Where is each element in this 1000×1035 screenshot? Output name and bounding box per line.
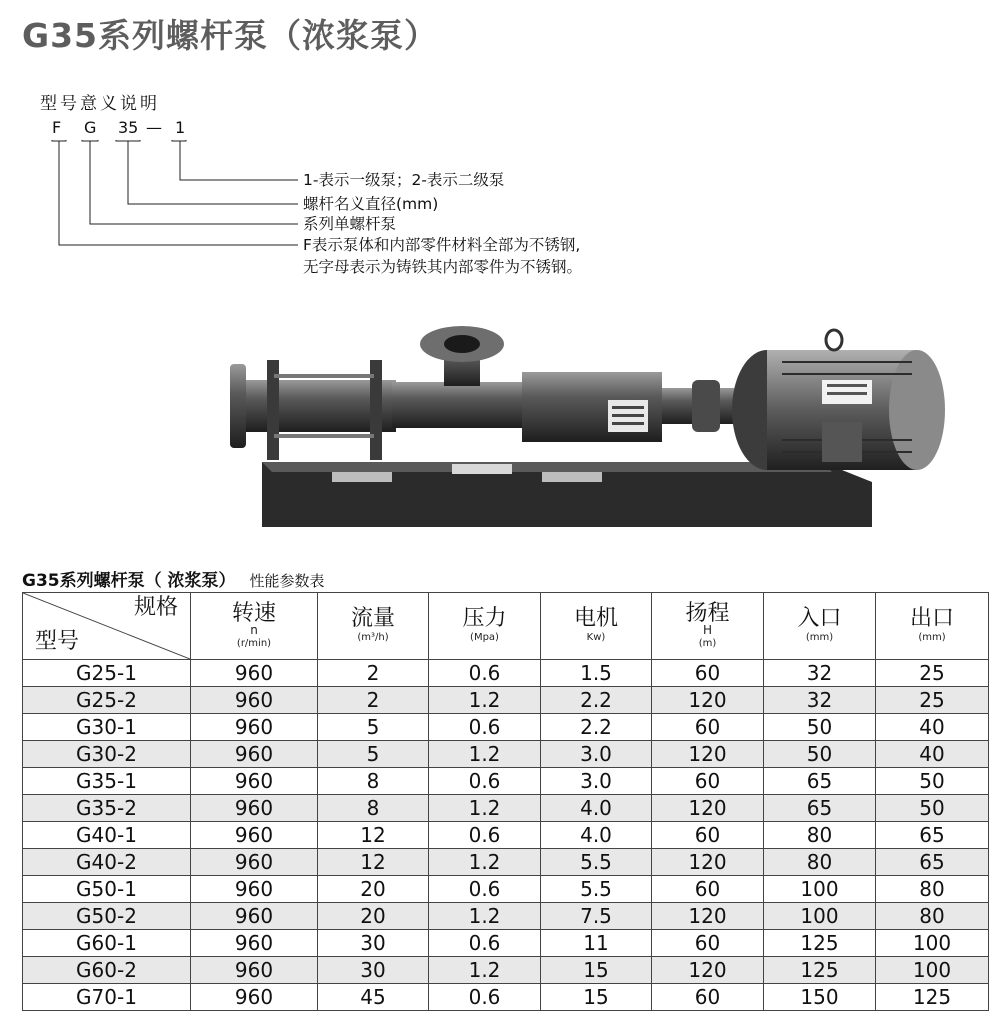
table-cell: 60 — [652, 660, 764, 687]
model-cell: G40-1 — [23, 822, 191, 849]
model-cell: G35-2 — [23, 795, 191, 822]
table-cell: 50 — [876, 795, 989, 822]
table-cell: 0.6 — [429, 876, 541, 903]
table-row — [23, 849, 989, 876]
model-cell: G60-2 — [23, 957, 191, 984]
table-cell: 5.5 — [541, 876, 652, 903]
table-cell: 960 — [191, 795, 318, 822]
table-cell: 100 — [876, 957, 989, 984]
table-cell: 0.6 — [429, 714, 541, 741]
table-cell: 4.0 — [541, 795, 652, 822]
table-cell: 60 — [652, 876, 764, 903]
table-cell: 960 — [191, 876, 318, 903]
model-explanation-heading: 型号意义说明 — [40, 94, 160, 114]
table-cell: 80 — [764, 849, 876, 876]
table-cell: 7.5 — [541, 903, 652, 930]
table-cell: 15 — [541, 957, 652, 984]
table-cell: 65 — [764, 795, 876, 822]
table-cell: 120 — [652, 849, 764, 876]
header-corner-bottom: 型号 — [35, 629, 80, 654]
table-row — [23, 957, 989, 984]
table-cell: 2 — [318, 660, 429, 687]
pump-photo — [222, 322, 952, 532]
table-cell: 8 — [318, 768, 429, 795]
table-cell: 50 — [764, 714, 876, 741]
table-cell: 5.5 — [541, 849, 652, 876]
table-header-row — [23, 593, 989, 660]
page-title: G35系列螺杆泵（浓浆泵） — [22, 16, 439, 55]
table-cell: 30 — [318, 957, 429, 984]
meaning-stage: 1-表示一级泵；2-表示二级泵 — [303, 171, 505, 189]
table-cell: 80 — [876, 876, 989, 903]
table-cell: 60 — [652, 768, 764, 795]
column-header — [541, 593, 652, 660]
table-cell: 120 — [652, 795, 764, 822]
table-row — [23, 903, 989, 930]
table-cell: 120 — [652, 957, 764, 984]
column-label: 出口 — [909, 606, 954, 631]
table-row — [23, 714, 989, 741]
model-cell: G30-2 — [23, 741, 191, 768]
table-cell: 20 — [318, 903, 429, 930]
column-unit: Kw) — [586, 632, 606, 643]
table-cell: 5 — [318, 714, 429, 741]
table-cell: 60 — [652, 984, 764, 1011]
model-cell: G25-2 — [23, 687, 191, 714]
spec-table-title — [22, 566, 325, 591]
table-row — [23, 741, 989, 768]
column-label: 压力 — [462, 606, 507, 631]
model-cell: G50-2 — [23, 903, 191, 930]
model-cell: G40-2 — [23, 849, 191, 876]
table-cell: 0.6 — [429, 822, 541, 849]
table-cell: 1.2 — [429, 741, 541, 768]
table-cell: 1.2 — [429, 957, 541, 984]
model-cell: G35-1 — [23, 768, 191, 795]
column-header — [876, 593, 989, 660]
table-cell: 65 — [876, 822, 989, 849]
meaning-series: 系列单螺杆泵 — [303, 215, 397, 233]
table-cell: 25 — [876, 660, 989, 687]
column-unit: (m³/h) — [357, 632, 389, 643]
column-label: 扬程 — [685, 600, 730, 626]
code-part-dash: — — [146, 118, 162, 137]
table-row — [23, 930, 989, 957]
table-cell: 120 — [652, 903, 764, 930]
table-cell: 125 — [764, 930, 876, 957]
table-cell: 960 — [191, 822, 318, 849]
table-row — [23, 660, 989, 687]
header-corner-cell — [23, 593, 191, 660]
table-cell: 30 — [318, 930, 429, 957]
table-cell: 1.2 — [429, 903, 541, 930]
table-cell: 960 — [191, 741, 318, 768]
table-cell: 100 — [764, 876, 876, 903]
table-cell: 20 — [318, 876, 429, 903]
column-label: 转速 — [231, 600, 276, 626]
table-cell: 0.6 — [429, 768, 541, 795]
table-cell: 1.2 — [429, 849, 541, 876]
model-cell: G25-1 — [23, 660, 191, 687]
table-cell: 65 — [764, 768, 876, 795]
column-letter: H — [702, 622, 713, 637]
model-cell: G70-1 — [23, 984, 191, 1011]
table-cell: 960 — [191, 714, 318, 741]
table-cell: 65 — [876, 849, 989, 876]
table-cell: 4.0 — [541, 822, 652, 849]
model-cell: G60-1 — [23, 930, 191, 957]
table-cell: 3.0 — [541, 768, 652, 795]
column-header — [652, 593, 764, 660]
table-cell: 150 — [764, 984, 876, 1011]
table-row — [23, 687, 989, 714]
table-cell: 8 — [318, 795, 429, 822]
code-part-35: 35 — [118, 118, 139, 137]
table-cell: 60 — [652, 930, 764, 957]
table-cell: 960 — [191, 903, 318, 930]
table-cell: 100 — [764, 903, 876, 930]
meaning-material-f: F表示泵体和内部零件材料全部为不锈钢, — [303, 236, 581, 254]
table-cell: 25 — [876, 687, 989, 714]
column-unit: (m) — [698, 637, 717, 649]
column-label: 入口 — [797, 606, 842, 631]
table-cell: 960 — [191, 660, 318, 687]
spec-table-subtitle: 性能参数表 — [249, 572, 325, 590]
table-cell: 1.5 — [541, 660, 652, 687]
table-cell: 960 — [191, 930, 318, 957]
table-cell: 100 — [876, 930, 989, 957]
table-cell: 125 — [764, 957, 876, 984]
code-part-g: G — [84, 118, 97, 137]
column-label: 电机 — [573, 606, 618, 631]
model-cell: G30-1 — [23, 714, 191, 741]
table-cell: 2.2 — [541, 687, 652, 714]
table-cell: 80 — [764, 822, 876, 849]
table-cell: 1.2 — [429, 687, 541, 714]
table-cell: 960 — [191, 849, 318, 876]
column-unit: (mm) — [805, 632, 834, 643]
meaning-material-default: 无字母表示为铸铁其内部零件为不锈钢。 — [303, 258, 583, 276]
table-cell: 1.2 — [429, 795, 541, 822]
table-cell: 960 — [191, 687, 318, 714]
table-cell: 40 — [876, 741, 989, 768]
table-cell: 50 — [876, 768, 989, 795]
table-row — [23, 876, 989, 903]
table-cell: 60 — [652, 714, 764, 741]
table-body — [23, 660, 989, 1011]
table-cell: 12 — [318, 849, 429, 876]
table-cell: 15 — [541, 984, 652, 1011]
table-cell: 12 — [318, 822, 429, 849]
table-cell: 2 — [318, 687, 429, 714]
table-cell: 80 — [876, 903, 989, 930]
model-leader-lines — [0, 0, 320, 260]
code-part-1: 1 — [175, 118, 186, 137]
header-corner-top: 规格 — [133, 595, 178, 620]
table-cell: 0.6 — [429, 930, 541, 957]
column-unit: (mm) — [918, 632, 946, 643]
table-cell: 45 — [318, 984, 429, 1011]
table-cell: 32 — [764, 687, 876, 714]
table-cell: 120 — [652, 687, 764, 714]
table-row — [23, 984, 989, 1011]
table-cell: 3.0 — [541, 741, 652, 768]
column-header — [429, 593, 541, 660]
table-row — [23, 822, 989, 849]
column-unit: (Mpa) — [470, 632, 499, 643]
table-cell: 960 — [191, 957, 318, 984]
column-letter: n — [250, 622, 258, 637]
table-cell: 120 — [652, 741, 764, 768]
table-cell: 11 — [541, 930, 652, 957]
table-cell: 60 — [652, 822, 764, 849]
meaning-diameter: 螺杆名义直径(mm) — [303, 195, 439, 213]
table-cell: 50 — [764, 741, 876, 768]
table-cell: 960 — [191, 984, 318, 1011]
table-cell: 40 — [876, 714, 989, 741]
column-header — [318, 593, 429, 660]
table-cell: 32 — [764, 660, 876, 687]
table-cell: 125 — [876, 984, 989, 1011]
table-cell: 5 — [318, 741, 429, 768]
code-part-f: F — [52, 118, 62, 137]
column-header — [764, 593, 876, 660]
table-cell: 2.2 — [541, 714, 652, 741]
model-cell: G50-1 — [23, 876, 191, 903]
spec-table-title-main: G35系列螺杆泵（ 浓浆泵） — [22, 571, 236, 591]
column-header — [191, 593, 318, 660]
table-cell: 0.6 — [429, 984, 541, 1011]
column-unit: (r/min) — [236, 637, 272, 649]
table-row — [23, 795, 989, 822]
performance-table — [22, 592, 989, 1011]
table-cell: 960 — [191, 768, 318, 795]
table-cell: 0.6 — [429, 660, 541, 687]
column-label: 流量 — [350, 606, 395, 631]
table-row — [23, 768, 989, 795]
